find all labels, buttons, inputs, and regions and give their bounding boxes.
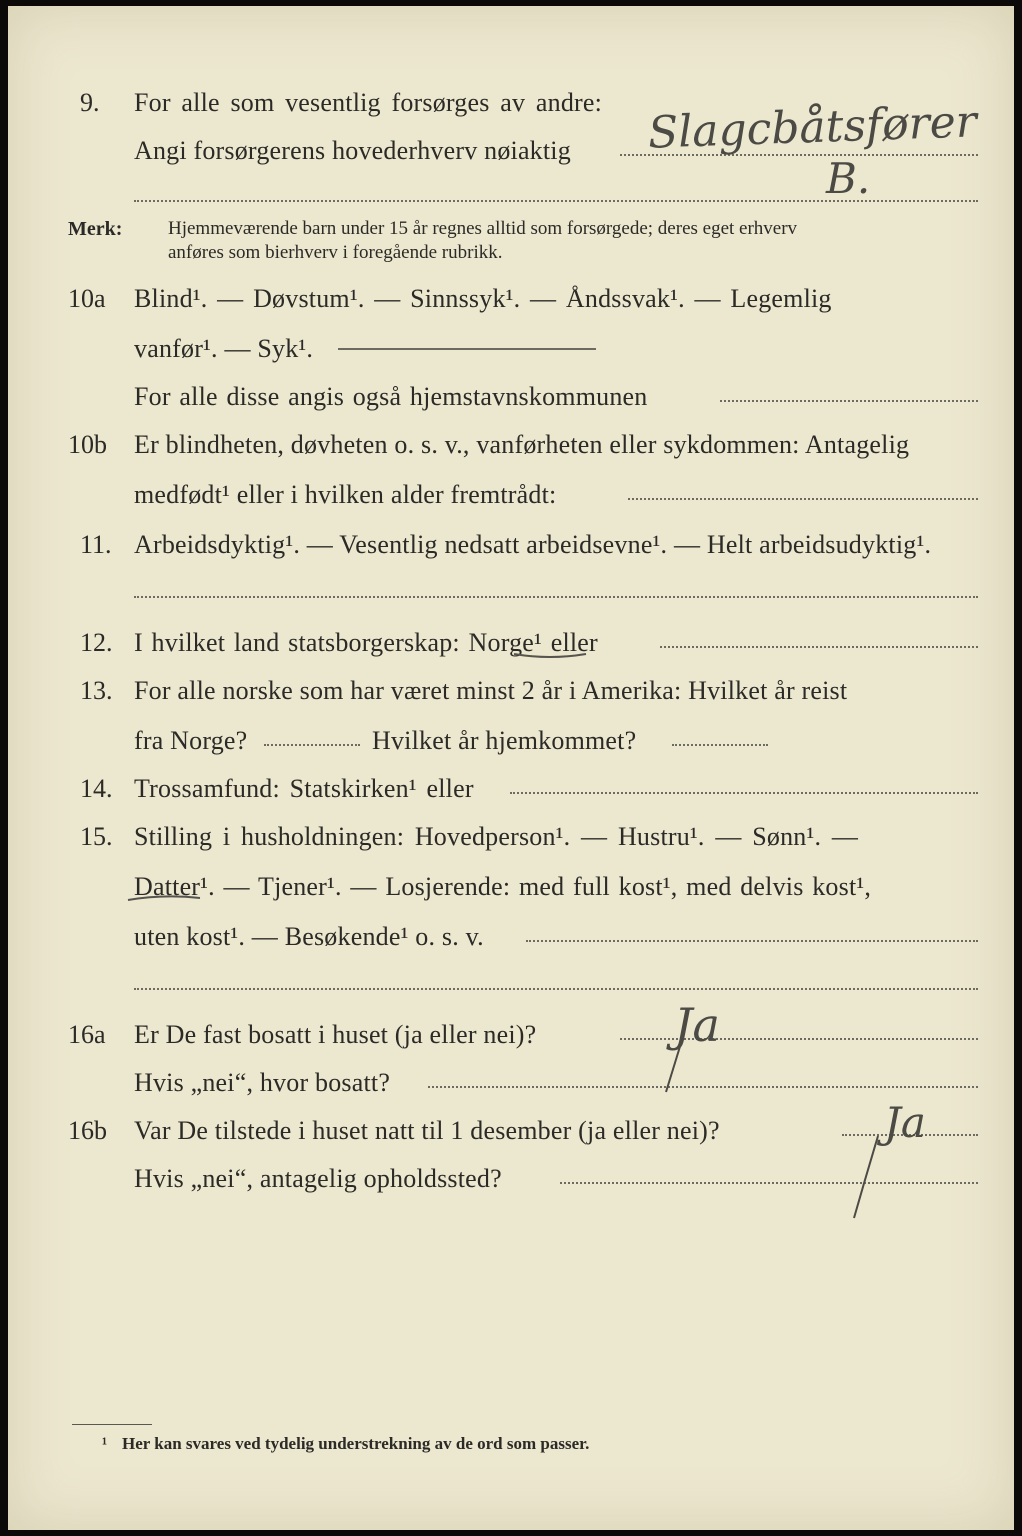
question-14-line1: Trossamfund: Statskirken¹ eller: [134, 774, 474, 803]
answer-line-10a-kommune: [720, 400, 978, 402]
question-10a-number: 10a: [68, 284, 106, 313]
merk-line1: Hjemmeværende barn under 15 år regnes alltid som forsørgede; deres eget erhverv: [168, 218, 798, 239]
question-15-line3: uten kost¹. — Besøkende¹ o. s. v.: [134, 922, 484, 951]
question-9-number: 9.: [80, 88, 100, 117]
answer-line-13b: [672, 744, 768, 746]
question-12-number: 12.: [80, 628, 113, 657]
question-10a-line3: For alle disse angis også hjemstavnskommunen: [134, 382, 648, 411]
question-16b-line2: Hvis „nei“, antagelig opholdssted?: [134, 1164, 502, 1193]
question-15-line1: Stilling i husholdningen: Hovedperson¹. — Hustru¹. — Sønn¹. —: [134, 822, 859, 851]
question-16b-number: 16b: [68, 1116, 107, 1145]
question-10a-line1: Blind¹. — Døvstum¹. — Sinnssyk¹. — Åndssvak¹. — Legemlig: [134, 284, 832, 313]
footnote-rule: [72, 1424, 152, 1425]
question-13-line2a: fra Norge?: [134, 726, 248, 755]
answer-line-11: [134, 596, 978, 598]
question-9-line2: Angi forsørgerens hovederhverv nøiaktig: [134, 136, 571, 165]
question-16a-line1: Er De fast bosatt i huset (ja eller nei)?: [134, 1020, 537, 1049]
question-16a-line2: Hvis „nei“, hvor bosatt?: [134, 1068, 391, 1097]
answer-line-16b-opholdssted: [560, 1182, 978, 1184]
question-15-number: 15.: [80, 822, 113, 851]
question-13-line1: For alle norske som har været minst 2 år i Amerika: Hvilket år reist: [134, 676, 848, 705]
question-9-line1: For alle som vesentlig forsørges av andre:: [134, 88, 603, 117]
footnote-marker: ¹: [102, 1434, 108, 1453]
answer-line-15b: [134, 988, 978, 990]
handwritten-answer-16b: Ja: [884, 1098, 926, 1147]
question-10b-line1: Er blindheten, døvheten o. s. v., vanførheten eller sykdommen: Antagelig: [134, 430, 910, 459]
handwritten-mark-9: B.: [826, 154, 871, 203]
merk-line2: anføres som bierhverv i foregående rubrikk.: [168, 242, 503, 263]
question-13-number: 13.: [80, 676, 113, 705]
question-12-line1: I hvilket land statsborgerskap: Norge¹ eller: [134, 628, 598, 657]
answer-line-16a-bosatt: [428, 1086, 978, 1088]
underline-norge: [510, 646, 590, 662]
question-10b-line2: medfødt¹ eller i hvilken alder fremtrådt:: [134, 480, 557, 509]
handwritten-answer-9: Slagcbåtsfører: [647, 96, 978, 159]
question-15-line2: Datter¹. — Tjener¹. — Losjerende: med full kost¹, med delvis kost¹,: [134, 872, 872, 901]
handwritten-answer-16a: Ja: [674, 998, 720, 1052]
answer-line-12: [660, 646, 978, 648]
footnote-text: Her kan svares ved tydelig understrekning av de ord som passer.: [122, 1434, 590, 1453]
question-10a-line2: vanfør¹. — Syk¹.: [134, 334, 314, 363]
question-16a-number: 16a: [68, 1020, 106, 1049]
question-10b-number: 10b: [68, 430, 107, 459]
answer-line-13a: [264, 744, 360, 746]
question-13-line2b: Hvilket år hjemkommet?: [372, 726, 637, 755]
question-11-number: 11.: [80, 530, 112, 559]
question-11-line1: Arbeidsdyktig¹. — Vesentlig nedsatt arbeidsevne¹. — Helt arbeidsudyktig¹.: [134, 530, 932, 559]
answer-line-14: [510, 792, 978, 794]
question-16b-line1: Var De tilstede i huset natt til 1 desember (ja eller nei)?: [134, 1116, 720, 1145]
underline-datter: [124, 892, 204, 906]
answer-line-10a: [338, 348, 596, 350]
answer-line-10b: [628, 498, 978, 500]
census-form-page: [8, 6, 1014, 1530]
answer-line-15a: [526, 940, 978, 942]
handwritten-stroke-16b: [848, 1132, 882, 1222]
question-14-number: 14.: [80, 774, 113, 803]
handwritten-stroke-16a: [662, 1036, 692, 1096]
merk-label: Merk:: [68, 218, 123, 240]
